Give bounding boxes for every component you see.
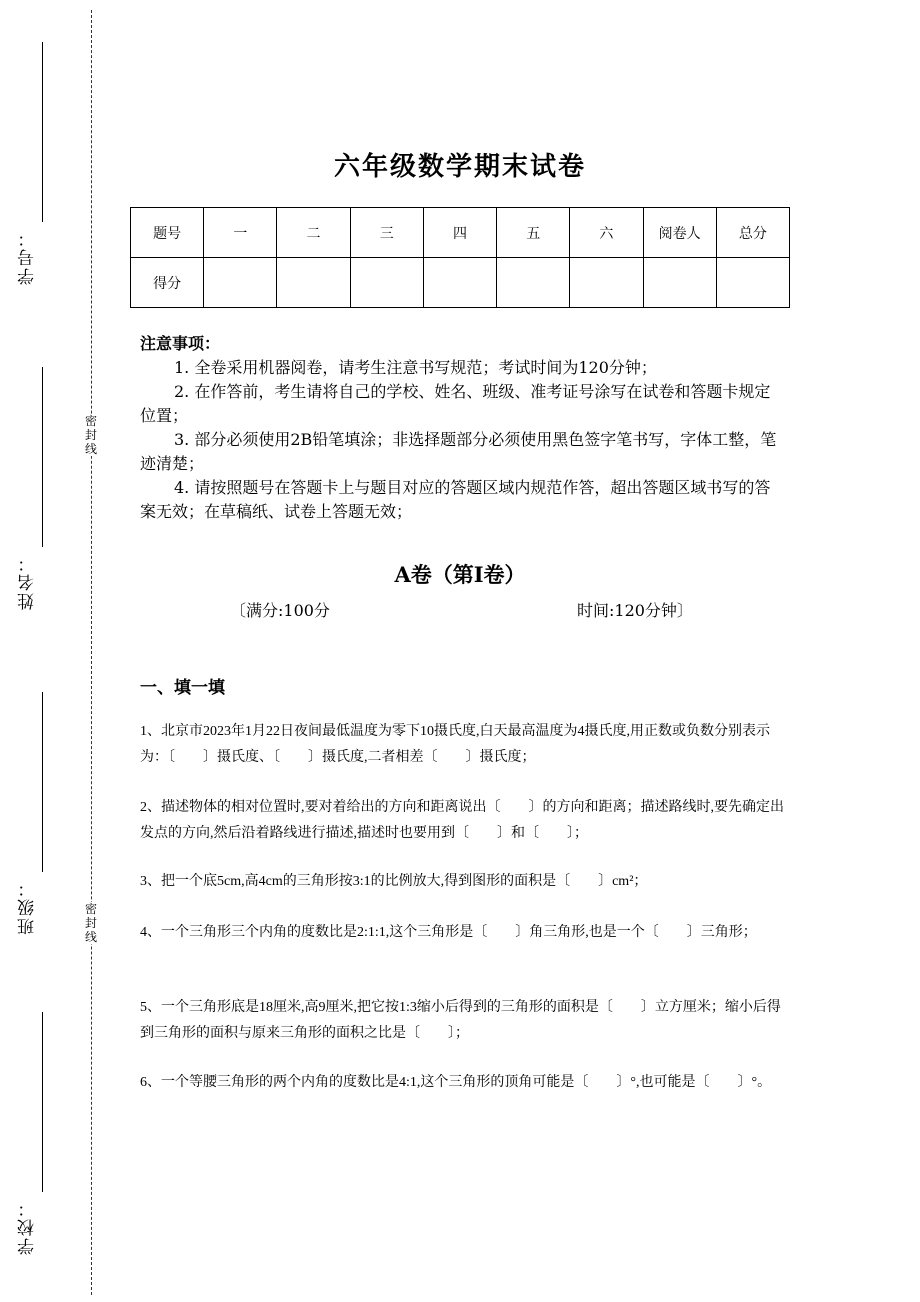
seal-text-upper: 密封线 [84, 414, 97, 456]
header-cell-2: 二 [277, 208, 350, 258]
question-5: 5、一个三角形底是18厘米,高9厘米,把它按1:3缩小后得到的三角形的面积是〔 〕立方厘米；缩小后得到三角形的面积与原来三角形的面积之比是〔 〕； [140, 1000, 781, 1041]
score-cell[interactable] [716, 258, 789, 308]
section-title: 一、填一填 [140, 678, 225, 698]
student-id-line [42, 42, 43, 222]
header-cell-5: 五 [497, 208, 570, 258]
header-cell-grader: 阅卷人 [643, 208, 716, 258]
score-cell[interactable] [277, 258, 350, 308]
score-cell[interactable] [350, 258, 423, 308]
notes-item: 4. 请按照题号在答题卡上与题目对应的答题区域内规范作答，超出答题区域书写的答案无效；在草稿纸、试卷上答题无效； [140, 478, 771, 521]
name-label: 姓名： [18, 553, 38, 610]
question-6: 6、一个等腰三角形的两个内角的度数比是4:1,这个三角形的顶角可能是〔 〕°,也可能是〔 〕°。 [140, 1075, 772, 1090]
score-table [130, 207, 790, 308]
full-score: 〔满分:100分 [230, 601, 330, 620]
student-id-label: 学号： [18, 228, 38, 285]
header-cell-question-no: 题号 [131, 208, 204, 258]
seal-fold-line [91, 10, 92, 1295]
score-cell[interactable] [497, 258, 570, 308]
volume-title: A卷（第I卷） [394, 562, 526, 587]
header-cell-3: 三 [350, 208, 423, 258]
seal-text-lower: 密封线 [84, 902, 97, 944]
score-cell[interactable] [643, 258, 716, 308]
class-line [42, 692, 43, 872]
question-4: 4、一个三角形三个内角的度数比是2:1:1,这个三角形是〔 〕角三角形,也是一个〔 〕三角形； [140, 925, 757, 940]
school-label: 学校： [18, 1198, 38, 1255]
notes-item: 1. 全卷采用机器阅卷，请考生注意书写规范；考试时间为120分钟； [174, 358, 657, 377]
class-label: 班级： [18, 878, 38, 935]
question-3: 3、把一个底5cm,高4cm的三角形按3:1的比例放大,得到图形的面积是〔 〕cm²； [140, 874, 648, 889]
question-2: 2、描述物体的相对位置时,要对着给出的方向和距离说出〔 〕的方向和距离；描述路线时,要先确定出发点的方向,然后沿着路线进行描述,描述时也要用到〔 〕和〔 〕； [140, 800, 784, 841]
notes-title: 注意事项： [140, 334, 221, 353]
score-cell[interactable] [423, 258, 496, 308]
notes-block [140, 332, 785, 524]
header-cell-total: 总分 [716, 208, 789, 258]
header-cell-6: 六 [570, 208, 643, 258]
header-cell-4: 四 [423, 208, 496, 258]
score-cell[interactable] [570, 258, 643, 308]
exam-time: 时间:120分钟〕 [577, 601, 693, 620]
page-title: 六年级数学期末试卷 [333, 152, 586, 182]
notes-item: 2. 在作答前，考生请将自己的学校、姓名、班级、准考证号涂写在试卷和答题卡规定位置； [140, 382, 771, 425]
question-1: 1、北京市2023年1月22日夜间最低温度为零下10摄氏度,白天最高温度为4摄氏度,用正数或负数分别表示为：〔 〕摄氏度、〔 〕摄氏度,二者相差〔 〕摄氏度； [140, 724, 770, 765]
score-row-label: 得分 [131, 258, 204, 308]
score-table-header-row [131, 208, 790, 258]
notes-item: 3. 部分必须使用2B铅笔填涂；非选择题部分必须使用黑色签字笔书写，字体工整，笔迹清楚； [140, 430, 777, 473]
score-table-score-row [131, 258, 790, 308]
name-line [42, 367, 43, 547]
header-cell-1: 一 [204, 208, 277, 258]
school-line [42, 1012, 43, 1192]
score-cell[interactable] [204, 258, 277, 308]
